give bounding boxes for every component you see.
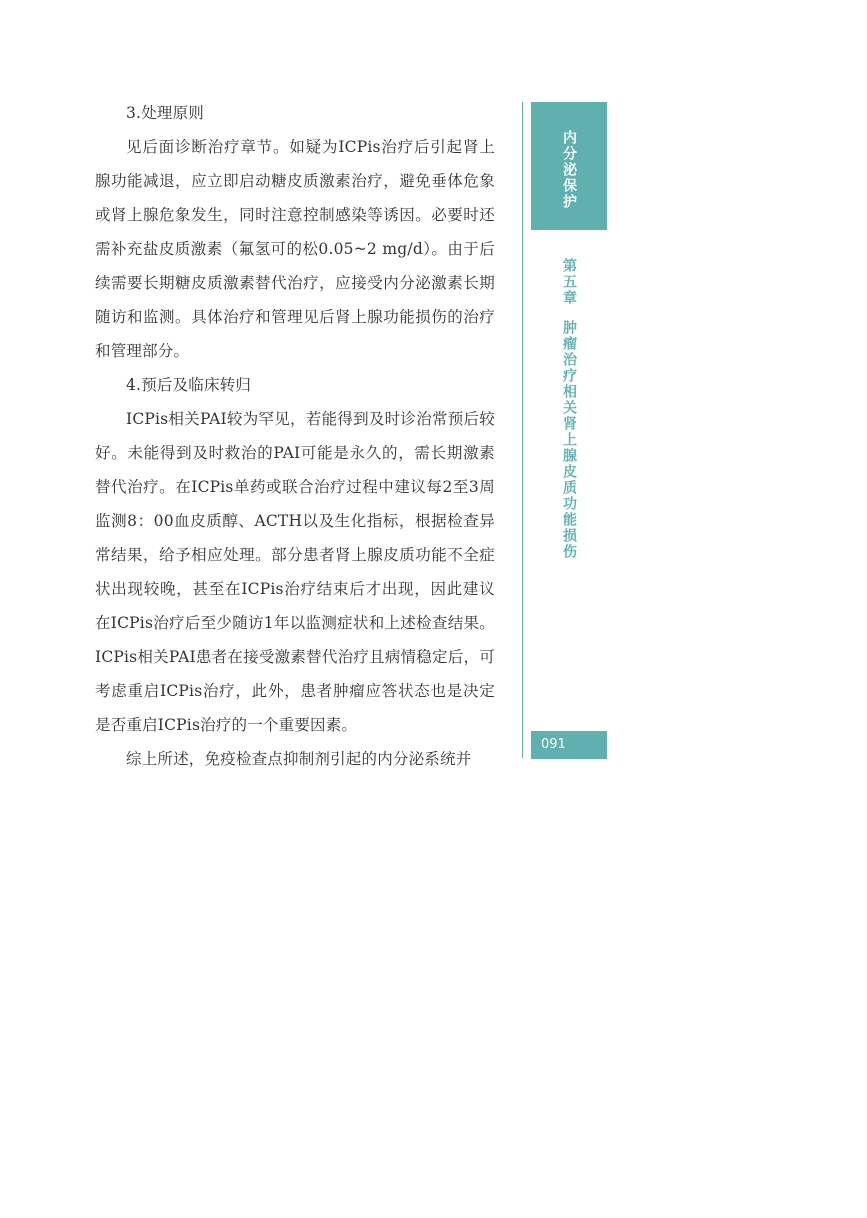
paragraph-summary: 综上所述，免疫检查点抑制剂引起的内分泌系统并 [126, 750, 472, 768]
margin-divider [522, 102, 523, 758]
section-tab-label: 内分泌保护 [561, 130, 577, 210]
section-tab [531, 102, 607, 230]
paragraph-treatment: 见后面诊断治疗章节。如疑为ICPis治疗后引起肾上腺功能减退，应立即启动糖皮质激素治疗，避免垂体危象或肾上腺危象发生，同时注意控制感染等诱因。必要时还需补充盐皮质激素（氟氢可的松0.05~2 mg/d）。由于后续需要长期糖皮质激素替代治疗，应接受内分泌激素长期随访和监测。具体治疗和管理见后肾上腺功能损伤的治疗和管理部分。 [95, 138, 495, 360]
chapter-label: 第五章 [561, 258, 577, 306]
chapter-heading-text [559, 258, 579, 560]
chapter-title: 肿瘤治疗相关肾上腺皮质功能损伤 [561, 320, 577, 560]
section-heading-treatment: 3.处理原则 [126, 104, 204, 122]
paragraph-prognosis: ICPis相关PAI较为罕见，若能得到及时诊治常预后较好。未能得到及时救治的PAI可能是永久的，需长期激素替代治疗。在ICPis单药或联合治疗过程中建议每2至3周监测8：00血皮质醇、ACTH以及生化指标，根据检查异常结果，给予相应处理。部分患者肾上腺皮质功能不全症状出现较晚，甚至在ICPis治疗结束后才出现，因此建议在ICPis治疗后至少随访1年以监测症状和上述检查结果。ICPis相关PAI患者在接受激素替代治疗且病情稳定后，可考虑重启ICPis治疗，此外，患者肿瘤应答状态也是决定是否重启ICPis治疗的一个重要因素。 [95, 410, 495, 734]
page-number: 091 [531, 731, 607, 759]
section-heading-prognosis: 4.预后及临床转归 [126, 376, 252, 394]
page-body [95, 96, 495, 776]
chapter-heading [531, 258, 607, 560]
